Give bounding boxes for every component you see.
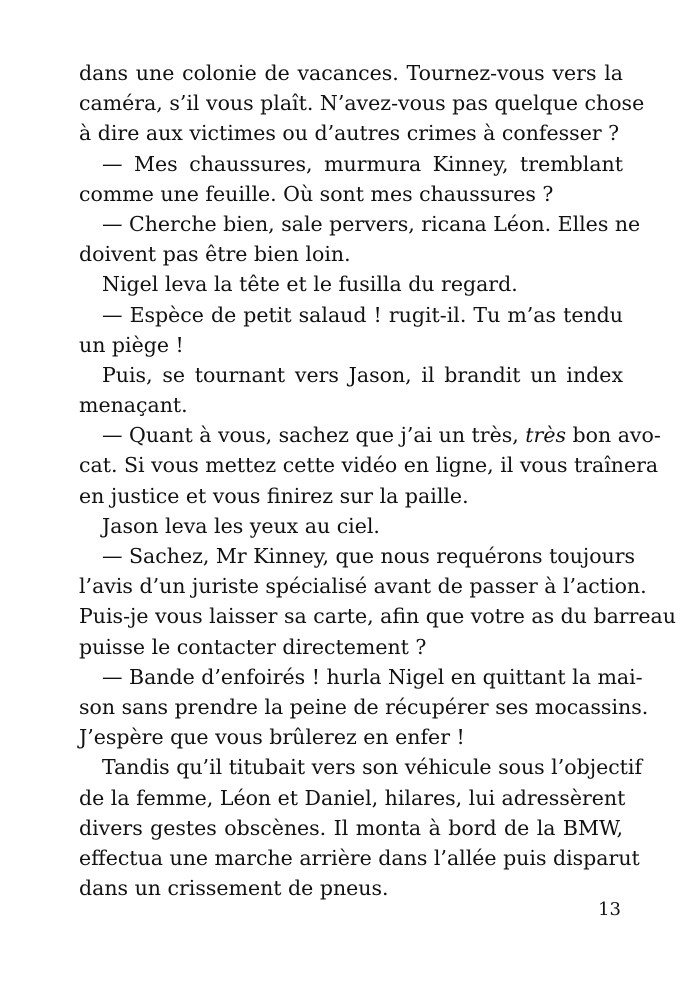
text-line: menaçant. [79, 393, 188, 418]
text-line: doivent pas être bien loin. [79, 242, 351, 267]
body-text [79, 58, 676, 903]
text-line: Nigel leva la tête et le fusilla du regard. [102, 272, 518, 297]
text-line: comme une feuille. Où sont mes chaussures ? [79, 181, 554, 206]
text-line: dans une colonie de vacances. Tournez-vous vers la [79, 61, 623, 85]
text-line: — Bande d’enfoirés ! hurla Nigel en quittant la mai- [102, 664, 643, 689]
text-line: — Sachez, Mr Kinney, que nous requérons toujours [102, 544, 636, 568]
text-line: caméra, s’il vous plaît. N’avez-vous pas quelque chose [79, 91, 645, 116]
text-line: — Espèce de petit salaud ! rugit-il. Tu m’as tendu [102, 302, 623, 327]
text-line: cat. Si vous mettez cette vidéo en ligne, il vous traînera [79, 453, 659, 478]
text-line: effectua une marche arrière dans l’allée puis disparut [79, 845, 640, 870]
page-number: 13 [598, 899, 621, 920]
text-line: J’espère que vous brûlerez en enfer ! [79, 725, 465, 750]
text-segment: — Quant à vous, sachez que j’ai un très, [102, 423, 526, 448]
text-line: en justice et vous finirez sur la paille. [79, 483, 469, 508]
text-segment: bon avo- [566, 423, 661, 448]
text-line: l’avis d’un juriste spécialisé avant de passer à l’action. [79, 574, 647, 599]
text-line: Puis, se tournant vers Jason, il brandit un index [102, 362, 623, 387]
text-line: un piège ! [79, 332, 184, 357]
text-line-with-italic [79, 420, 661, 450]
text-line: — Mes chaussures, murmura Kinney, tremblant [102, 151, 623, 176]
text-line: à dire aux victimes ou d’autres crimes à confesser ? [79, 121, 620, 146]
text-line: divers gestes obscènes. Il monta à bord de la BMW, [79, 815, 623, 840]
italic-emphasis: très [525, 423, 566, 448]
text-line: Tandis qu’il titubait vers son véhicule sous l’objectif [102, 755, 643, 780]
text-line: — Cherche bien, sale pervers, ricana Léon. Elles ne [102, 211, 641, 236]
text-line: Jason leva les yeux au ciel. [102, 513, 380, 538]
text-line: son sans prendre la peine de récupérer ses mocassins. [79, 694, 649, 719]
text-line: de la femme, Léon et Daniel, hilares, lui adressèrent [79, 785, 626, 810]
text-line: Puis-je vous laisser sa carte, afin que votre as du barreau [79, 604, 676, 629]
text-line: puisse le contacter directement ? [79, 634, 427, 659]
text-line: dans un crissement de pneus. [79, 876, 389, 901]
